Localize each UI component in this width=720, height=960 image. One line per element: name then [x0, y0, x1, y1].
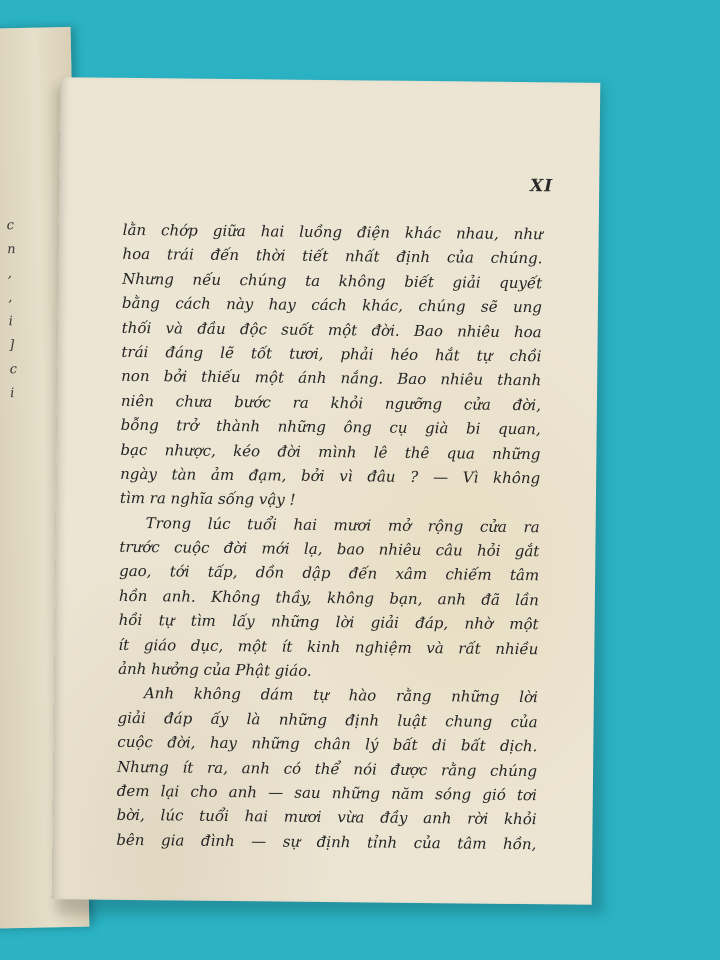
- left-page-text-fragments: [1, 218, 28, 438]
- text-line: bạc nhược, kéo đời mình lê thê qua những: [120, 440, 541, 463]
- book-page: [52, 77, 601, 905]
- text-line: ít giáo dục, một ít kinh nghiệm và rất nhiều: [118, 635, 539, 658]
- text-line: ngày tàn ảm đạm, bởi vì đâu ? — Vì không: [120, 464, 541, 488]
- left-page-fragment: ,: [8, 290, 13, 306]
- text-line: bời, lúc tuổi hai mươi vừa đầy anh rời khỏi: [116, 806, 537, 829]
- left-page-fragment: ,: [7, 266, 13, 282]
- text-line: Anh không dám tự hào rằng những lời: [143, 684, 538, 707]
- text-line: hồi tự tìm lấy những lời giải đáp, nhờ một: [118, 611, 539, 634]
- body-text: [116, 218, 543, 857]
- left-page-fragment: n: [7, 242, 16, 258]
- text-line: đem lại cho anh — sau những năm sóng gió tơi: [116, 781, 537, 805]
- text-line: hoa trái đến thời tiết nhất định của chúng.: [122, 245, 543, 268]
- text-line: trái đáng lẽ tốt tươi, phải héo hắt tự chồi: [121, 342, 542, 366]
- left-page-fragment: ]: [9, 338, 15, 354]
- text-line: tìm ra nghĩa sống vậy !: [119, 489, 296, 509]
- text-line: thối và đầu độc suốt một đời. Bao nhiêu hoa: [121, 318, 542, 341]
- text-line: Nhưng ít ra, anh có thể nói được rằng chúng: [117, 757, 538, 780]
- text-line: lằn chớp giữa hai luồng điện khác nhau, như: [122, 220, 543, 244]
- text-line: bỗng trở thành những ông cụ già bi quan,: [120, 415, 541, 439]
- text-line: giải đáp ấy là những định luật chung của: [117, 708, 538, 732]
- text-line: Trong lúc tuổi hai mươi mở rộng cửa ra: [145, 513, 540, 536]
- left-page-fragment: i: [8, 314, 14, 330]
- text-line: Nhưng nếu chúng ta không biết giải quyết: [122, 269, 543, 293]
- left-page-fragment: c: [6, 218, 15, 234]
- text-line: niên chưa bước ra khỏi ngưỡng cửa đời,: [120, 391, 542, 414]
- text-line: cuộc đời, hay những chân lý bất di bất dịch.: [117, 733, 538, 756]
- left-page-fragment: i: [10, 386, 15, 402]
- left-page-fragment: c: [9, 362, 18, 378]
- text-line: bên gia đình — sự định tỉnh của tâm hồn,: [116, 830, 537, 853]
- text-line: ảnh hưởng của Phật giáo.: [118, 659, 312, 680]
- text-line: hồn anh. Không thầy, không bạn, anh đã lần: [118, 586, 539, 610]
- page-number: XI: [529, 176, 554, 197]
- text-line: gao, tới tấp, dồn dập đến xâm chiếm tâm: [119, 562, 540, 585]
- text-line: trước cuộc đời mới lạ, bao nhiêu câu hỏi gắt: [119, 537, 540, 561]
- text-line: bằng cách này hay cách khác, chúng sẽ ung: [121, 294, 543, 317]
- text-line: non bởi thiếu một ánh nắng. Bao nhiêu thanh: [121, 367, 542, 390]
